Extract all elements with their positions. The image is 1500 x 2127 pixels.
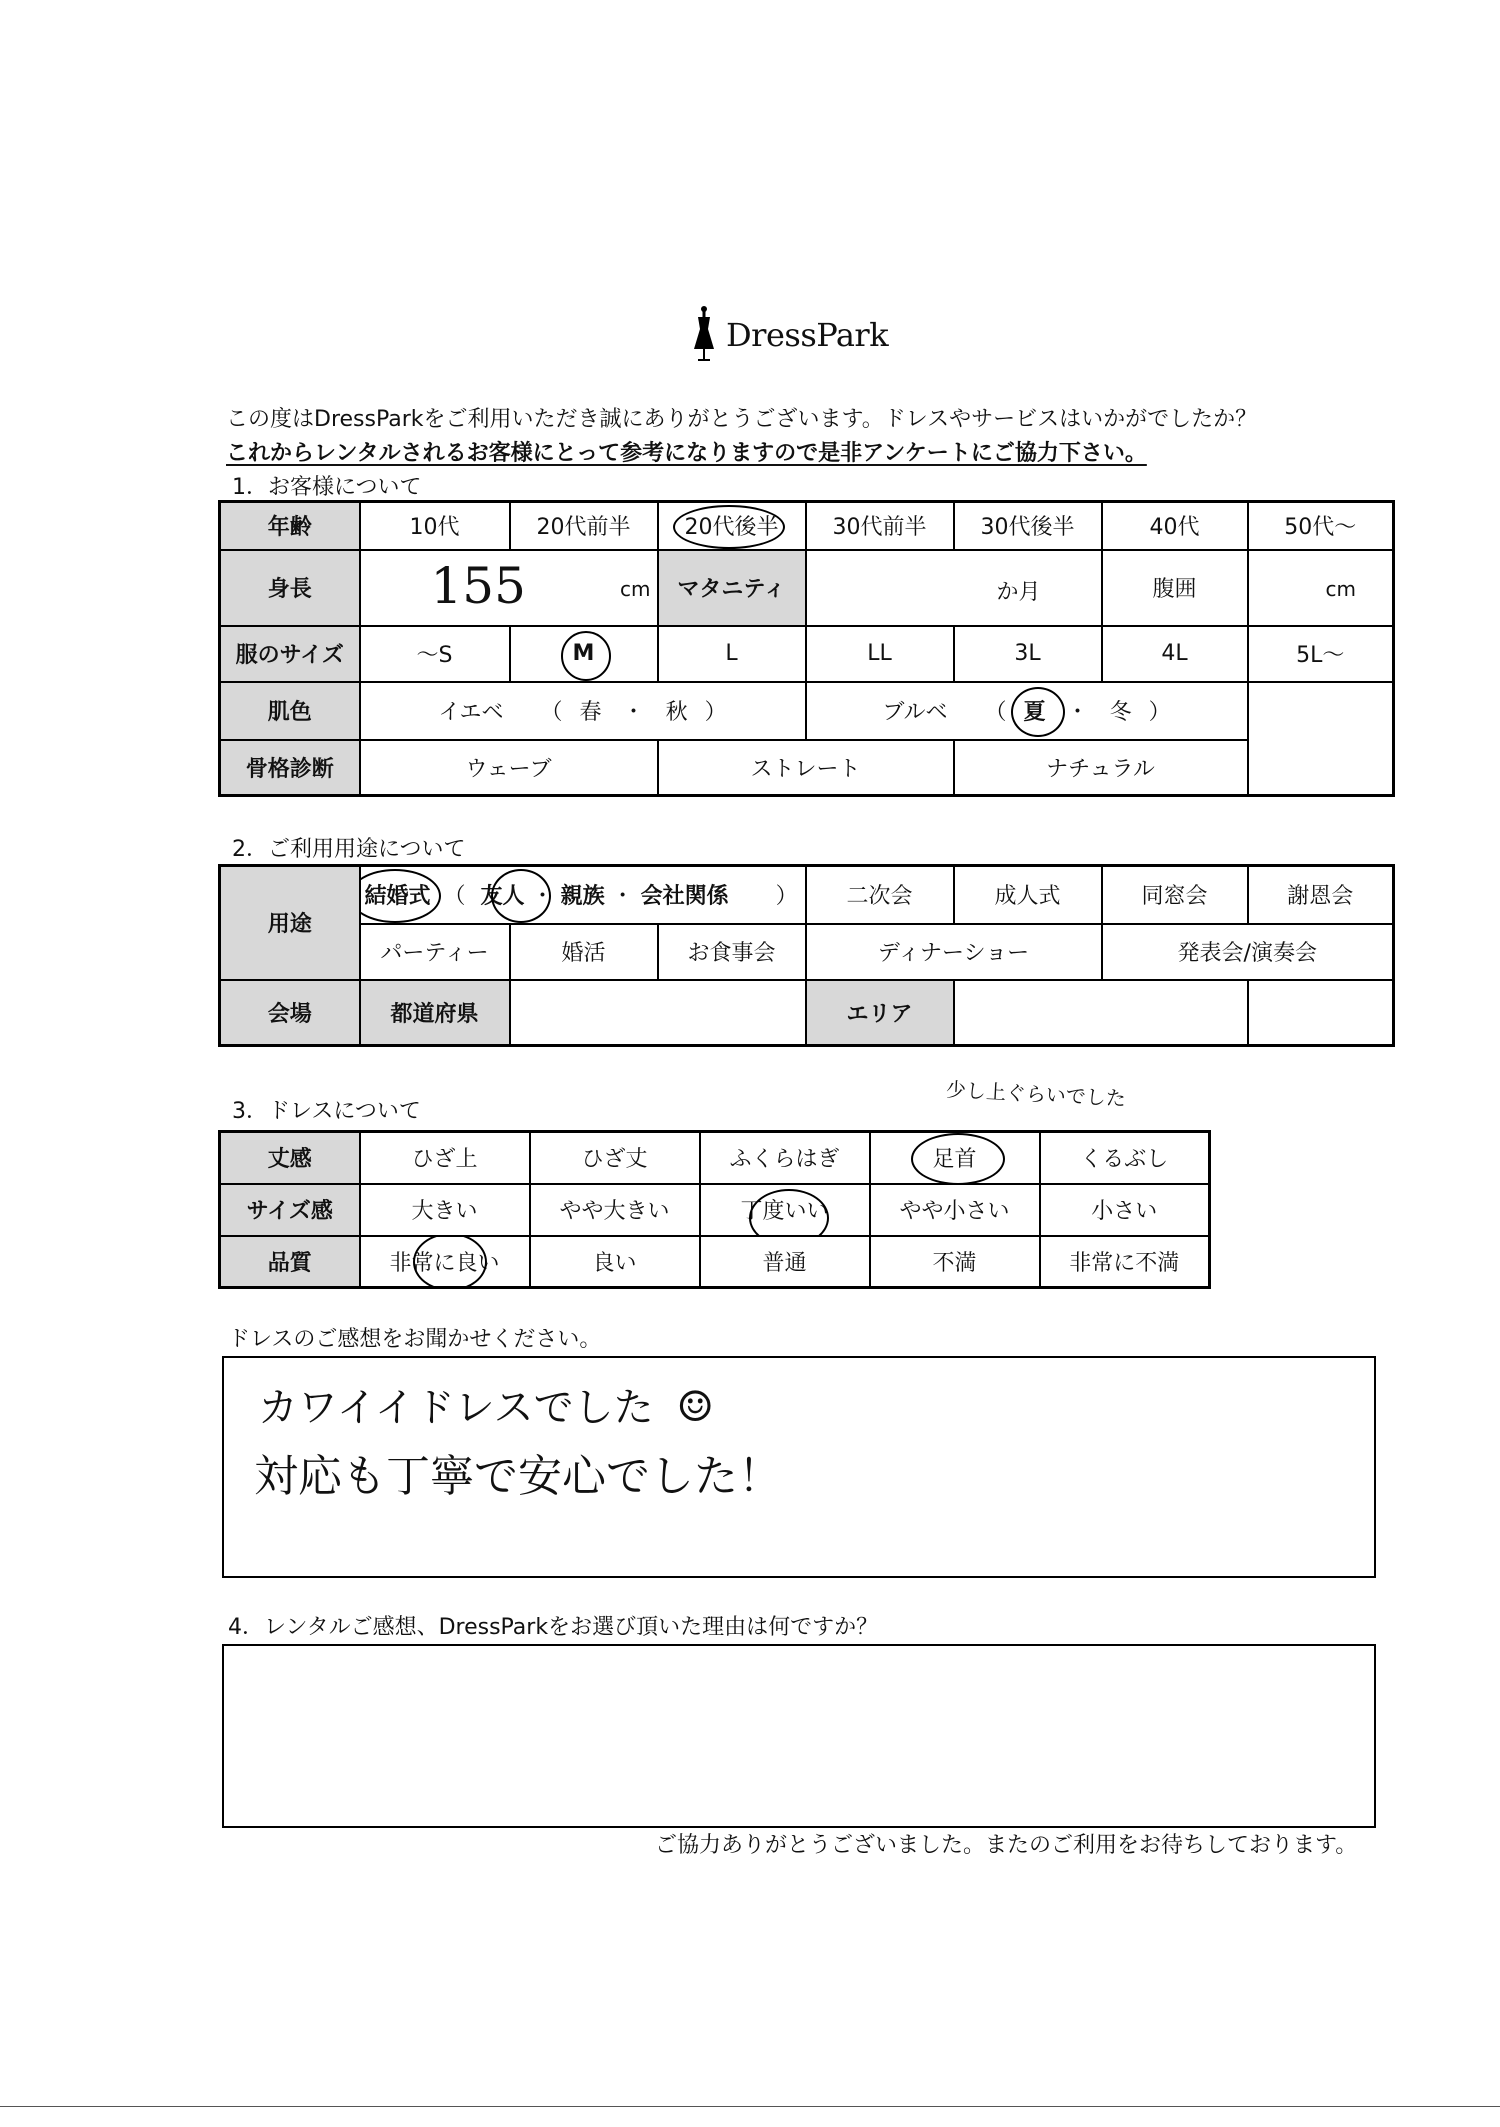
section4-answer-box[interactable] xyxy=(222,1644,1376,1828)
intro-line-1: この度はDressParkをご利用いただき誠にありがとうございます。ドレスやサービスはいかがでしたか？ xyxy=(226,407,1258,432)
purpose-option[interactable]: ディナーショー xyxy=(806,924,1102,980)
length-option[interactable]: ふくらはぎ xyxy=(700,1132,870,1184)
impression-title: ドレスのご感想をお聞かせください。 xyxy=(228,1327,602,1352)
impression-line-1 xyxy=(258,1376,714,1433)
skin-label: 肌色 xyxy=(220,682,360,740)
months-unit: か月 xyxy=(996,579,1041,605)
length-option-label: 足首 xyxy=(932,1147,977,1173)
skin-winter: 冬 xyxy=(1109,700,1132,725)
purpose-label: 用途 xyxy=(220,866,360,980)
purpose-option[interactable]: 同窓会 xyxy=(1102,866,1248,924)
age-option[interactable]: 20代前半 xyxy=(510,502,658,550)
skin-row xyxy=(220,682,1394,740)
frame-label: 骨格診断 xyxy=(220,740,360,796)
frame-option[interactable]: ウェーブ xyxy=(360,740,658,796)
skin-spring: 春 xyxy=(579,700,602,725)
quality-option-label: 非常に良い xyxy=(389,1250,500,1276)
company-label: 会社関係 xyxy=(640,884,729,910)
skin-yellow-label: イエベ xyxy=(438,700,504,725)
quality-label: 品質 xyxy=(220,1236,360,1288)
section3-title: 3．ドレスについて xyxy=(232,1099,421,1124)
friend-label: 友人 xyxy=(480,884,525,910)
length-option[interactable]: ひざ上 xyxy=(360,1132,530,1184)
impression-box[interactable] xyxy=(222,1356,1376,1578)
quality-option[interactable]: 普通 xyxy=(700,1236,870,1288)
prefecture-field[interactable] xyxy=(510,980,806,1046)
height-row xyxy=(220,550,1394,626)
age-option-selected[interactable] xyxy=(658,502,806,550)
dot-separator: ・ xyxy=(1066,700,1089,725)
closing-message: ご協力ありがとうございました。またのご利用をお待ちしております。 xyxy=(655,1833,1358,1858)
length-option[interactable]: くるぶし xyxy=(1040,1132,1210,1184)
intro-line-2: これからレンタルされるお客様にとって参考になりますので是非アンケートにご協力下さい。 xyxy=(226,441,1147,466)
age-row xyxy=(220,502,1394,550)
prefecture-label: 都道府県 xyxy=(360,980,510,1046)
size-option[interactable]: L xyxy=(658,626,806,682)
length-option[interactable]: ひざ丈 xyxy=(530,1132,700,1184)
purpose-option[interactable]: 発表会/演奏会 xyxy=(1102,924,1394,980)
purpose-row-1 xyxy=(220,866,1394,924)
brand-logo xyxy=(690,300,888,370)
section2-title: 2．ご利用用途について xyxy=(232,837,466,862)
quality-option[interactable]: 良い xyxy=(530,1236,700,1288)
purpose-option[interactable]: 二次会 xyxy=(806,866,954,924)
size-option[interactable]: 3L xyxy=(954,626,1102,682)
skin-blue-label: ブルベ xyxy=(882,700,948,725)
dress-form-icon xyxy=(690,305,718,365)
fit-option[interactable]: 小さい xyxy=(1040,1184,1210,1236)
page-edge-line xyxy=(0,2106,1500,2107)
purpose-option[interactable]: パーティー xyxy=(360,924,510,980)
purpose-option[interactable]: お食事会 xyxy=(658,924,806,980)
paren-close: ） xyxy=(775,884,798,910)
dress-table xyxy=(218,1130,1211,1289)
skin-summer: 夏 xyxy=(1023,700,1046,725)
purpose-row-2 xyxy=(220,924,1394,980)
paren-close: ） xyxy=(1148,700,1171,725)
purpose-table xyxy=(218,864,1395,1047)
height-label: 身長 xyxy=(220,550,360,626)
customer-table xyxy=(218,500,1395,797)
height-unit: cm xyxy=(620,576,651,601)
skin-blue-option[interactable] xyxy=(806,682,1248,740)
venue-row xyxy=(220,980,1394,1046)
paren-open: （ xyxy=(443,884,466,910)
fit-option-selected[interactable] xyxy=(700,1184,870,1236)
dot-separator: ・ xyxy=(531,884,554,910)
skin-yellow-option[interactable] xyxy=(360,682,806,740)
section1-title: 1．お客様について xyxy=(232,475,422,500)
frame-option[interactable]: ナチュラル xyxy=(954,740,1248,796)
paren-open: （ xyxy=(540,700,563,725)
waist-field[interactable] xyxy=(1248,550,1394,626)
fit-row xyxy=(220,1184,1210,1236)
size-label: 服のサイズ xyxy=(220,626,360,682)
area-label: エリア xyxy=(806,980,954,1046)
section4-title: 4．レンタルご感想、DressParkをお選び頂いた理由は何ですか？ xyxy=(228,1615,879,1640)
fit-option[interactable]: やや大きい xyxy=(530,1184,700,1236)
blank-cell xyxy=(1248,980,1394,1046)
length-note: 少し上ぐらいでした xyxy=(945,1077,1127,1111)
height-field[interactable] xyxy=(360,550,658,626)
length-option-selected[interactable] xyxy=(870,1132,1040,1184)
venue-label: 会場 xyxy=(220,980,360,1046)
maternity-field[interactable] xyxy=(806,550,1102,626)
quality-option[interactable]: 非常に不満 xyxy=(1040,1236,1210,1288)
size-option[interactable]: 5L～ xyxy=(1248,626,1394,682)
family-label: 親族 xyxy=(560,884,605,910)
waist-unit: cm xyxy=(1325,576,1356,601)
quality-row xyxy=(220,1236,1210,1288)
length-label: 丈感 xyxy=(220,1132,360,1184)
brand-name: DressPark xyxy=(726,316,889,354)
wedding-option[interactable] xyxy=(360,866,806,924)
paren-close: ） xyxy=(704,700,727,725)
frame-option[interactable]: ストレート xyxy=(658,740,954,796)
blank-cell xyxy=(1248,740,1394,796)
age-option-label: 20代後半 xyxy=(684,515,779,541)
blank-cell xyxy=(1248,682,1394,740)
age-option[interactable]: 30代前半 xyxy=(806,502,954,550)
waist-label: 腹囲 xyxy=(1102,550,1248,626)
age-option[interactable]: 40代 xyxy=(1102,502,1248,550)
paren-open: （ xyxy=(984,700,1007,725)
age-option[interactable]: 50代～ xyxy=(1248,502,1394,550)
size-option[interactable]: LL xyxy=(806,626,954,682)
size-row xyxy=(220,626,1394,682)
fit-label: サイズ感 xyxy=(220,1184,360,1236)
dot-separator: ・ xyxy=(611,884,634,910)
size-option-label: M xyxy=(572,641,595,666)
impression-line-2: 対応も丁寧で安心でした！ xyxy=(254,1451,782,1502)
length-row xyxy=(220,1132,1210,1184)
height-value: 155 xyxy=(430,556,526,615)
fit-option-label: 丁度いい xyxy=(740,1199,829,1224)
skin-autumn: 秋 xyxy=(665,700,688,725)
wedding-label: 結婚式 xyxy=(364,884,431,910)
frame-row xyxy=(220,740,1394,796)
fit-option[interactable]: やや小さい xyxy=(870,1184,1040,1236)
purpose-option[interactable]: 婚活 xyxy=(510,924,658,980)
impression-text-1: カワイイドレスでした xyxy=(258,1385,654,1431)
size-option[interactable]: 4L xyxy=(1102,626,1248,682)
maternity-label: マタニティ xyxy=(658,550,806,626)
size-option[interactable]: ～S xyxy=(360,626,510,682)
purpose-option[interactable]: 成人式 xyxy=(954,866,1102,924)
area-field[interactable] xyxy=(954,980,1248,1046)
age-label: 年齢 xyxy=(220,502,360,550)
age-option[interactable]: 30代後半 xyxy=(954,502,1102,550)
quality-option[interactable]: 不満 xyxy=(870,1236,1040,1288)
purpose-option[interactable]: 謝恩会 xyxy=(1248,866,1394,924)
quality-option-selected[interactable] xyxy=(360,1236,530,1288)
size-option-selected[interactable] xyxy=(510,626,658,682)
dot-separator: ・ xyxy=(622,700,645,725)
smiley-icon: ☺ xyxy=(676,1382,714,1431)
age-option[interactable]: 10代 xyxy=(360,502,510,550)
fit-option[interactable]: 大きい xyxy=(360,1184,530,1236)
